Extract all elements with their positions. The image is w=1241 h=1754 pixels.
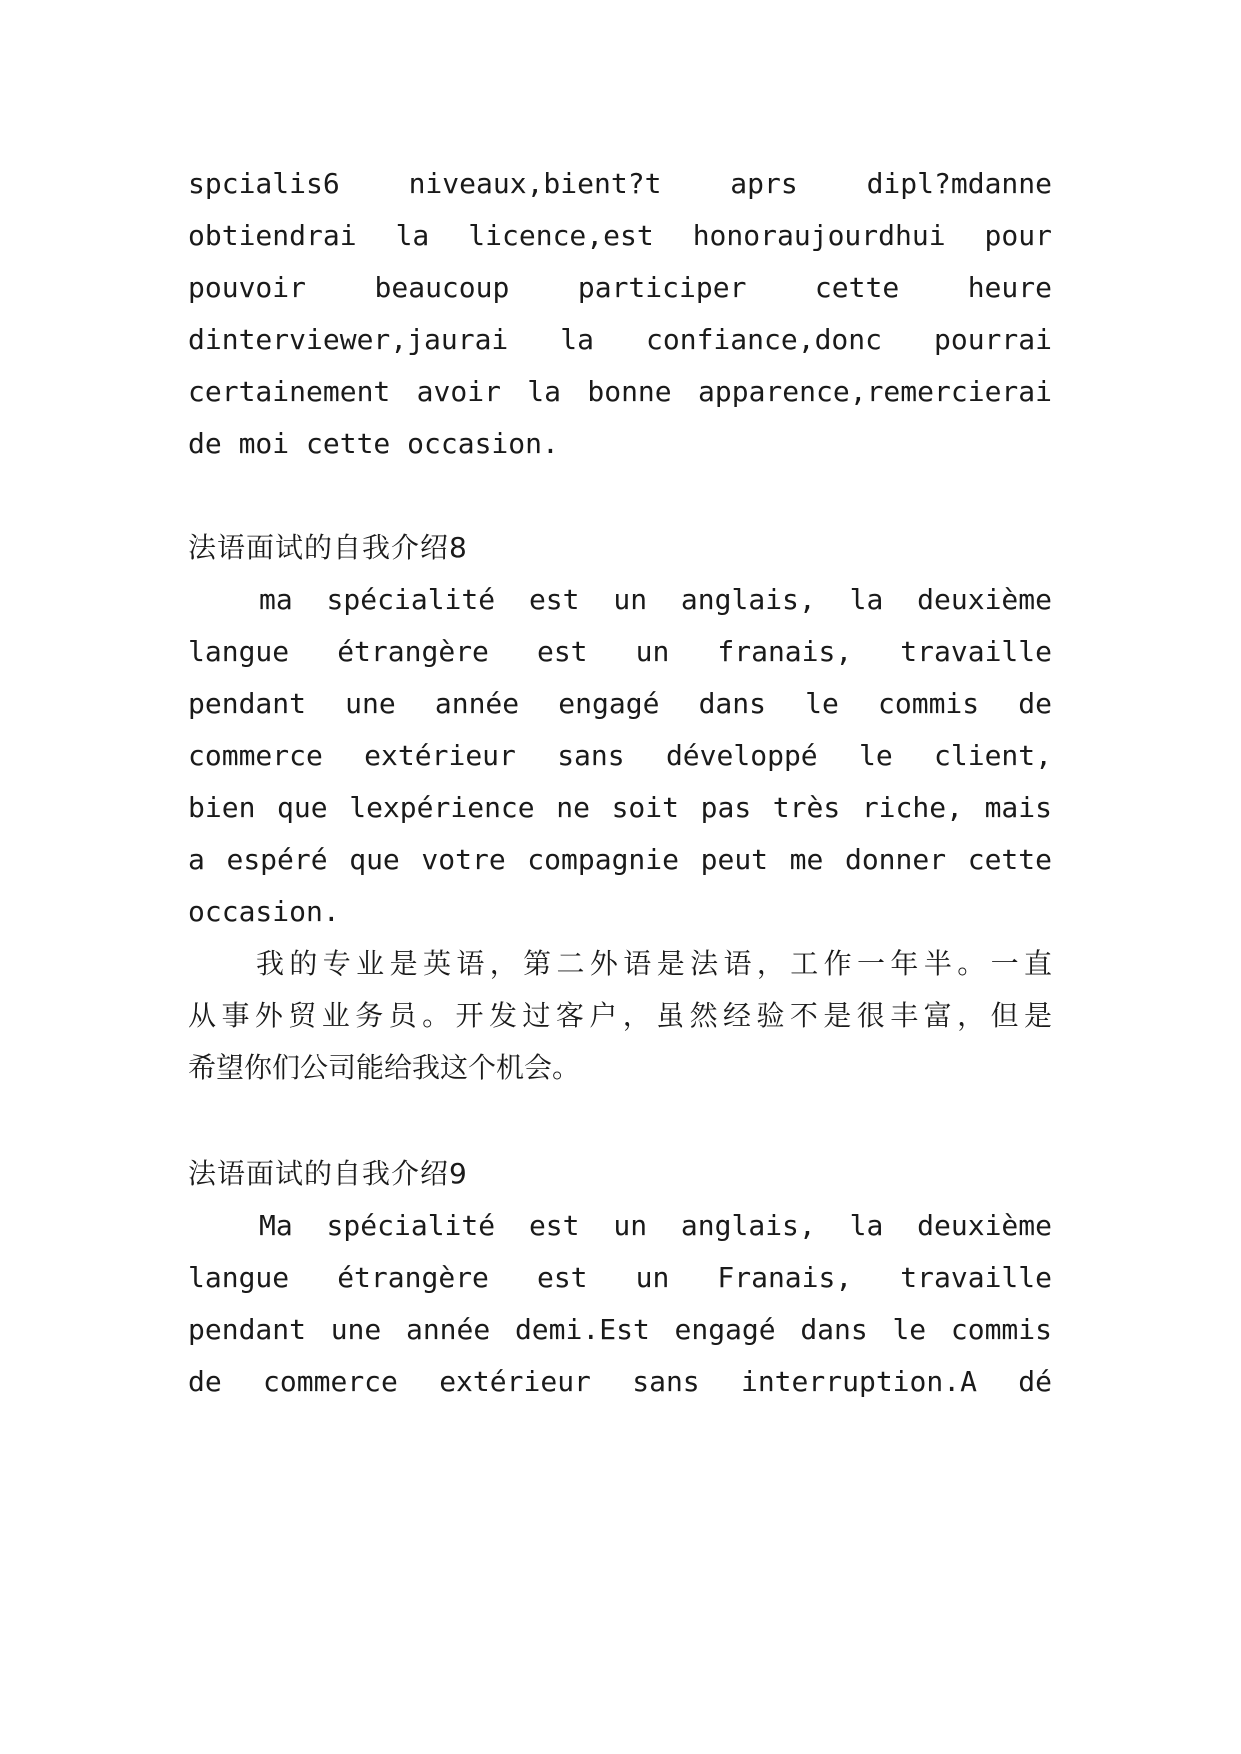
paragraph-line: de moi cette occasion. bbox=[188, 427, 559, 460]
paragraph-line: a espéré que votre compagnie peut me donner cette bbox=[188, 843, 1052, 876]
paragraph-line: occasion. bbox=[188, 895, 340, 928]
paragraph-line: 我的专业是英语，第二外语是法语，工作一年半。一直 bbox=[256, 947, 1052, 980]
paragraph-line: pendant une année engagé dans le commis de bbox=[188, 687, 1052, 720]
paragraph-line: Ma spécialité est un anglais, la deuxième bbox=[259, 1209, 1052, 1242]
section-heading: 法语面试的自我介绍9 bbox=[188, 1157, 468, 1190]
paragraph-line: bien que lexpérience ne soit pas très riche, mais bbox=[188, 791, 1052, 824]
paragraph-line: de commerce extérieur sans interruption.A dé bbox=[188, 1365, 1052, 1398]
paragraph-line: langue étrangère est un Franais, travaille bbox=[188, 1261, 1052, 1294]
paragraph-line: ma spécialité est un anglais, la deuxième bbox=[259, 583, 1052, 616]
paragraph-line: pouvoir beaucoup participer cette heure bbox=[188, 271, 1052, 304]
paragraph-line: commerce extérieur sans développé le client, bbox=[188, 739, 1052, 772]
paragraph-line: langue étrangère est un franais, travaille bbox=[188, 635, 1052, 668]
paragraph-line: obtiendrai la licence,est honoraujourdhui pour bbox=[188, 219, 1052, 252]
paragraph-line: 希望你们公司能给我这个机会。 bbox=[188, 1051, 581, 1084]
paragraph-line: 从事外贸业务员。开发过客户，虽然经验不是很丰富，但是 bbox=[188, 999, 1052, 1032]
paragraph-line: pendant une année demi.Est engagé dans le commis bbox=[188, 1313, 1052, 1346]
paragraph-line: spcialis6 niveaux,bient?t aprs dipl?mdanne bbox=[188, 167, 1052, 200]
section-heading: 法语面试的自我介绍8 bbox=[188, 531, 468, 564]
paragraph-line: certainement avoir la bonne apparence,remercierai bbox=[188, 375, 1052, 408]
paragraph-line: dinterviewer,jaurai la confiance,donc pourrai bbox=[188, 323, 1052, 356]
